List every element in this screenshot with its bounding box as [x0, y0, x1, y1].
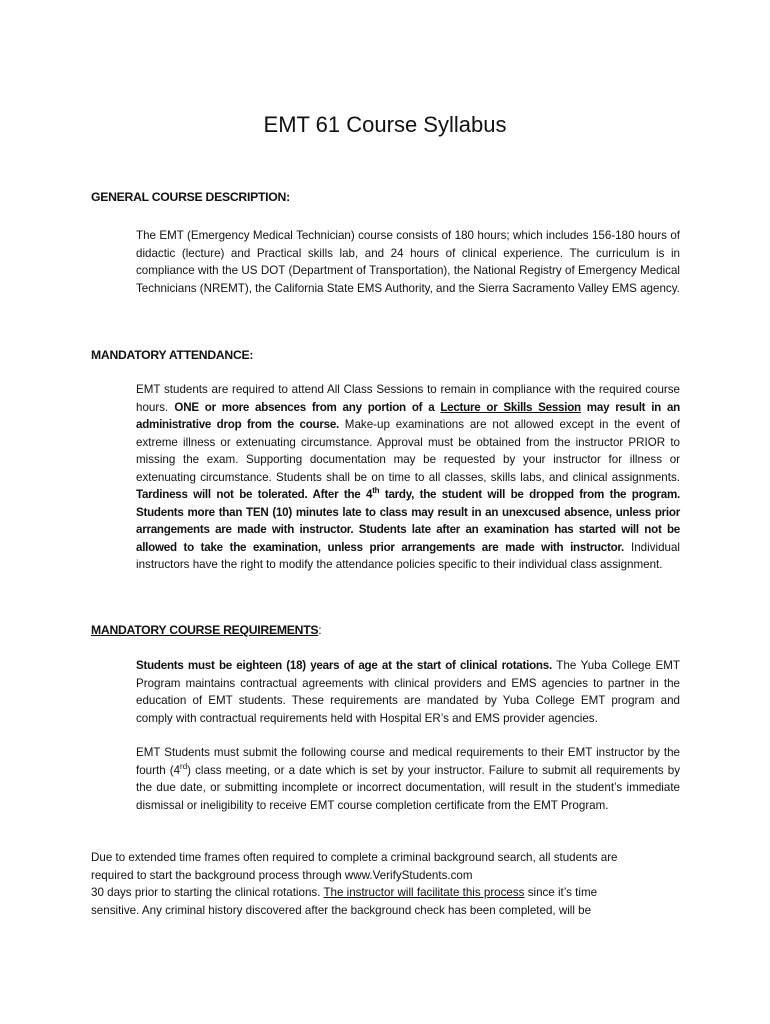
- submission-text-a: EMT Students must submit the following course and medical requirements to their EMT instructor by the fourth (4: [136, 746, 680, 777]
- instructor-facilitate: The instructor will facilitate this process: [323, 886, 525, 899]
- general-description-heading: GENERAL COURSE DESCRIPTION:: [91, 190, 290, 204]
- attendance-absence-warning: ONE or more absences from any portion of a: [174, 400, 441, 414]
- tardiness-warning: Tardiness will not be tolerated. After the 4: [136, 488, 373, 501]
- background-check-paragraph: [91, 849, 691, 919]
- attendance-drop-warning: may result in an administrative drop from the course.: [136, 400, 680, 431]
- instructor-rights: Individual instructors have the right to modify the attendance policies specific to their individual class assignment.: [136, 540, 680, 571]
- requirements-age-paragraph: [136, 657, 680, 727]
- attendance-intro: EMT students are required to attend All Class Sessions to remain in compliance with the required course hours.: [136, 383, 680, 414]
- tardiness-policy: tardy, the student will be dropped from the program. Students more than TEN (10) minutes late to class may result in an unexcused absence, unless prior arrangements are made with instructor. Students late after an examination has started will not be allowed to take the examination, unless prior arrangements are made with instructor.: [136, 488, 681, 554]
- general-description-body: [136, 227, 680, 297]
- submission-text-b: ) class meeting, or a date which is set by your instructor. Failure to submit all requirements by the due date, or submitting incomplete or incorrect documentation, will result in the student’s immediate dismissal or ineligibility to receive EMT course completion certificate from the EMT Program.: [136, 763, 680, 812]
- attendance-body: [136, 381, 680, 574]
- attendance-text: [136, 381, 680, 574]
- general-description-text: The EMT (Emergency Medical Technician) course consists of 180 hours; which includes 156-180 hours of didactic (lecture) and Practical skills lab, and 24 hours of clinical experience. The curriculum is in compliance with the US DOT (Department of Transportation), the National Registry of Emergency Medical Technicians (NREMT), the California State EMS Authority, and the Sierra Sacramento Valley EMS agency.: [136, 229, 680, 295]
- requirements-heading-text: MANDATORY COURSE REQUIREMENTS: [91, 623, 319, 637]
- requirements-submission-paragraph: [136, 744, 680, 814]
- tardiness-sup: th: [372, 486, 380, 496]
- requirements-heading-suffix: :: [318, 623, 322, 637]
- background-line-3: [91, 884, 691, 902]
- requirements-heading: [91, 622, 321, 639]
- background-line-2: required to start the background process through www.VerifyStudents.com: [91, 868, 473, 882]
- requirements-body: [136, 657, 680, 814]
- background-line-1: Due to extended time frames often required to complete a criminal background search, all students are: [91, 851, 618, 864]
- contract-requirements: The Yuba College EMT Program maintains contractual agreements with clinical providers and EMS agencies to partner in the education of EMT students. These requirements are mandated by Yuba College EMT program and comply with contractual requirements held with Hospital ER’s and EMS provider agencies.: [136, 659, 680, 725]
- age-requirement: Students must be eighteen (18) years of age at the start of clinical rotations.: [136, 659, 552, 672]
- attendance-makeup-policy: Make-up examinations are not allowed except in the event of extreme illness or extenuating circumstance. Approval must be obtained from the instructor PRIOR to missing the exam. Supporting documentation may be requested by your instructor for illness or extenuating circumstance. Students shall be on time to all classes, skills labs, and clinical assignments.: [136, 418, 680, 484]
- background-line-4: sensitive. Any criminal history discovered after the background check has been completed, will be: [91, 903, 592, 917]
- attendance-heading: MANDATORY ATTENDANCE:: [91, 348, 254, 362]
- page-title: EMT 61 Course Syllabus: [263, 112, 507, 137]
- submission-sup: rd: [180, 761, 188, 771]
- background-line-3a: 30 days prior to starting the clinical rotations.: [91, 886, 324, 899]
- lecture-skills-session: Lecture or Skills Session: [440, 400, 581, 414]
- background-line-3b: since it’s time: [524, 886, 598, 899]
